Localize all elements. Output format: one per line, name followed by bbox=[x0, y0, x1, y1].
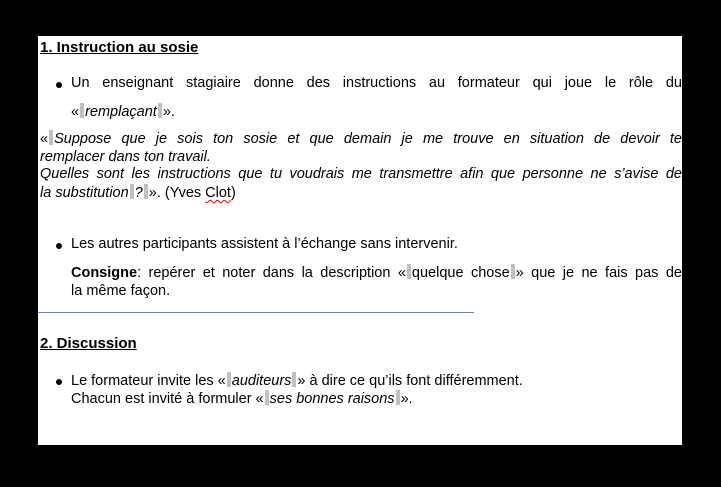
remplacant-word: remplaçant bbox=[85, 104, 157, 120]
bullet-marker bbox=[56, 379, 62, 385]
consigne-text-2: » que je ne fais pas de bbox=[515, 265, 682, 281]
quote-close: ». (Yves bbox=[148, 185, 202, 201]
discussion-line-1 bbox=[71, 372, 523, 389]
edit-mark bbox=[265, 390, 269, 405]
discussion-text-1: Le formateur invite les « bbox=[71, 373, 226, 389]
quote-line-4 bbox=[40, 184, 236, 201]
quote-text-4: la substitution bbox=[40, 185, 129, 201]
auditeurs-word: auditeurs bbox=[231, 373, 292, 389]
document-page bbox=[38, 36, 682, 445]
bonnes-raisons-phrase: ses bonnes raisons bbox=[269, 391, 395, 407]
edit-mark bbox=[144, 184, 148, 199]
section-1-title: 1. Instruction au sosie bbox=[40, 39, 199, 56]
quote-line-2: remplacer dans ton travail. bbox=[40, 149, 211, 165]
section-2-title: 2. Discussion bbox=[40, 335, 137, 352]
quote-line-3: Quelles sont les instructions que tu voudrais me transmettre afin que personne ne s’avise de bbox=[40, 166, 682, 182]
discussion-text-3: Chacun est invité à formuler « bbox=[71, 391, 264, 407]
edit-mark bbox=[80, 103, 84, 118]
bullet-marker bbox=[56, 82, 62, 88]
bullet-1-line-2 bbox=[71, 103, 175, 120]
consigne-line-2: la même façon. bbox=[71, 283, 171, 299]
quote-open: « bbox=[40, 131, 49, 147]
consigne-line-1 bbox=[71, 264, 682, 281]
consigne-text-1: : repérer et noter dans la description « bbox=[137, 265, 406, 281]
author-name: Clot bbox=[205, 185, 231, 201]
section-divider bbox=[38, 312, 474, 313]
discussion-line-2 bbox=[71, 390, 413, 407]
bullet-1-line-1: Un enseignant stagiaire donne des instructions au formateur qui joue le rôle du bbox=[71, 75, 682, 91]
paren-close: ) bbox=[230, 185, 236, 201]
question-mark: ? bbox=[134, 185, 143, 201]
discussion-text-4: ». bbox=[400, 391, 413, 407]
edit-mark bbox=[130, 184, 134, 199]
edit-mark bbox=[396, 390, 400, 405]
edit-mark bbox=[292, 372, 296, 387]
edit-mark bbox=[407, 264, 411, 279]
edit-mark bbox=[511, 264, 515, 279]
discussion-text-2: » à dire ce qu’ils font différemment. bbox=[297, 373, 523, 389]
edit-mark bbox=[227, 372, 231, 387]
edit-mark bbox=[158, 103, 162, 118]
edit-mark bbox=[49, 130, 53, 145]
bullet-2-text: Les autres participants assistent à l’échange sans intervenir. bbox=[71, 236, 458, 252]
quote-line-1 bbox=[40, 130, 682, 147]
bullet-marker bbox=[56, 243, 62, 249]
consigne-quoted: quelque chose bbox=[411, 265, 510, 281]
quote-text-1: Suppose que je sois ton sosie et que demain je me trouve en situation de devoir te bbox=[54, 131, 682, 147]
close-quote: ». bbox=[162, 104, 175, 120]
consigne-label: Consigne bbox=[71, 265, 138, 281]
open-quote: « bbox=[71, 104, 80, 120]
